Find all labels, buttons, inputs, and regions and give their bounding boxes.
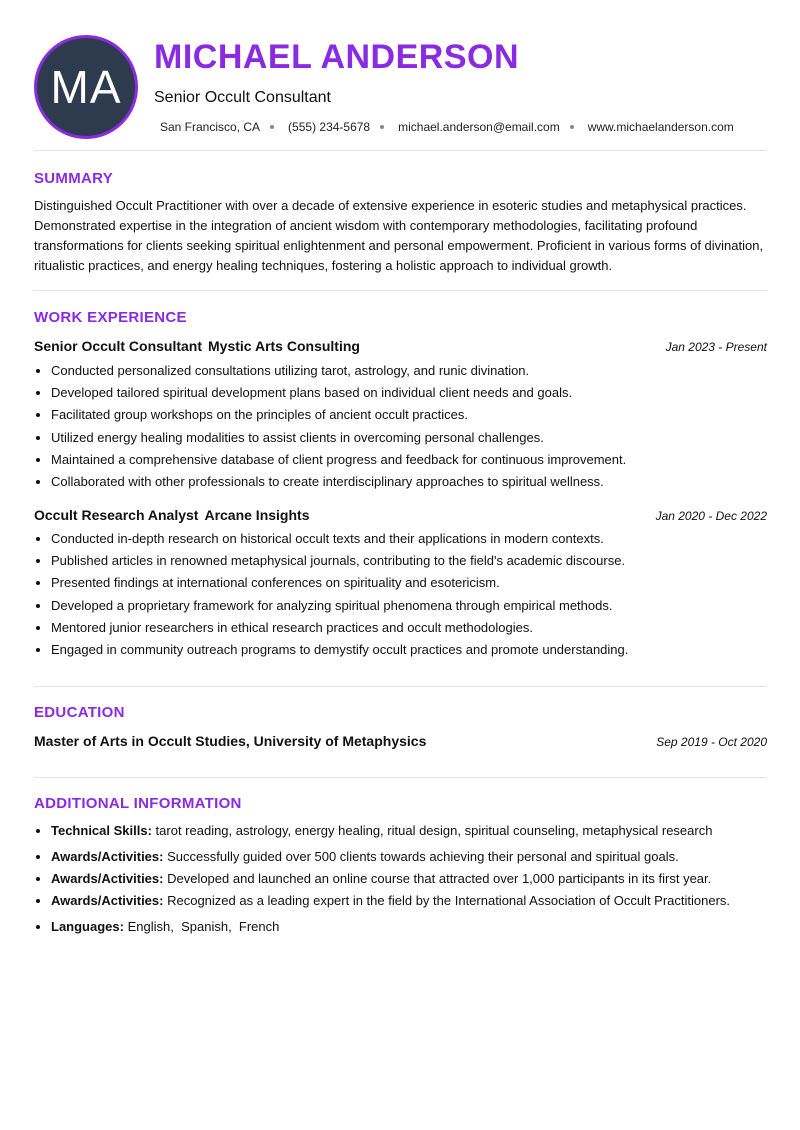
job-header xyxy=(34,338,767,354)
list-item: • Conducted personalized consultations utilizing tarot, astrology, and runic divination. xyxy=(51,360,767,382)
languages-list xyxy=(128,919,280,934)
job-title: Occult Research Analyst xyxy=(34,507,199,523)
list-item xyxy=(51,868,767,890)
contact-location: San Francisco, CA xyxy=(160,120,261,134)
separator-dot-icon xyxy=(270,125,274,129)
info-label: Technical Skills: xyxy=(51,823,152,838)
job-title: Senior Occult Consultant xyxy=(34,338,203,354)
contact-email[interactable]: michael.anderson@email.com xyxy=(398,120,560,134)
separator-dot-icon xyxy=(570,125,574,129)
job-date: Jan 2023 - Present xyxy=(665,340,767,354)
list-item: • Engaged in community outreach programs to demystify occult practices and promote understanding. xyxy=(51,639,767,661)
list-item: • Developed a proprietary framework for analyzing spiritual phenomena through empirical methods. xyxy=(51,595,767,617)
list-item: • Developed tailored spiritual development plans based on individual client needs and goals. xyxy=(51,382,767,404)
education-date: Sep 2019 - Oct 2020 xyxy=(656,735,767,749)
job-bullets xyxy=(34,360,767,493)
candidate-role: Senior Occult Consultant xyxy=(154,89,331,106)
education-degree: Master of Arts in Occult Studies, University of Metaphysics xyxy=(34,733,427,749)
language: , French xyxy=(228,919,279,934)
job-title-line xyxy=(34,507,309,523)
list-item: • Presented findings at international conferences on spirituality and esotericism. xyxy=(51,572,767,594)
additional-heading: ADDITIONAL INFORMATION xyxy=(34,795,242,812)
info-text: Developed and launched an online course that attracted over 1,000 participants in its first year. xyxy=(167,871,712,886)
divider xyxy=(34,290,767,291)
list-item: • Mentored junior researchers in ethical research practices and occult methodologies. xyxy=(51,617,767,639)
contact-website[interactable]: www.michaelanderson.com xyxy=(587,120,734,134)
divider xyxy=(34,150,767,151)
list-item: • Utilized energy healing modalities to assist clients in overcoming personal challenges. xyxy=(51,427,767,449)
contact-line xyxy=(160,120,734,134)
list-item xyxy=(51,890,767,912)
info-label: Awards/Activities: xyxy=(51,871,164,886)
list-item: • Maintained a comprehensive database of client progress and feedback for continuous improvement. xyxy=(51,449,767,471)
list-item: • Conducted in-depth research on historical occult texts and their applications in modern contexts. xyxy=(51,528,767,550)
list-item: • Published articles in renowned metaphysical journals, contributing to the field's academic discourse. xyxy=(51,550,767,572)
divider xyxy=(34,686,767,687)
job-company: Mystic Arts Consulting xyxy=(208,338,360,354)
contact-phone: (555) 234-5678 xyxy=(288,120,371,134)
list-item xyxy=(51,846,767,868)
job-title-line xyxy=(34,338,360,354)
list-item xyxy=(51,820,767,842)
summary-text: Distinguished Occult Practitioner with over a decade of extensive experience in esoteric studies and metaphysical practices. Demonstrated expertise in the integration of ancient wisdom with contemporary methodologies, facilitating profound transformations for clients seeking spiritual enlightenment and personal empowerment. Proficient in various forms of divination, ritualistic practices, and energy healing techniques, fostering a holistic approach to individual growth. xyxy=(34,198,764,273)
education-entry xyxy=(34,733,767,749)
candidate-name: MICHAEL ANDERSON xyxy=(154,38,520,76)
job-company: Arcane Insights xyxy=(204,507,310,523)
separator-dot-icon xyxy=(380,125,384,129)
info-text: tarot reading, astrology, energy healing, ritual design, spiritual counseling, metaphysical research xyxy=(155,823,713,838)
list-item: • Facilitated group workshops on the principles of ancient occult practices. xyxy=(51,404,767,426)
avatar xyxy=(34,35,138,139)
info-label: Awards/Activities: xyxy=(51,893,164,908)
job-date: Jan 2020 - Dec 2022 xyxy=(655,509,767,523)
language: , Spanish xyxy=(170,919,228,934)
info-text: Recognized as a leading expert in the field by the International Association of Occult Practitioners. xyxy=(167,893,731,908)
additional-list xyxy=(34,820,767,938)
job-bullets xyxy=(34,528,767,661)
summary-heading: SUMMARY xyxy=(34,170,114,187)
info-label: Languages: xyxy=(51,919,124,934)
list-item xyxy=(51,916,767,938)
education-heading: EDUCATION xyxy=(34,704,125,721)
experience-heading: WORK EXPERIENCE xyxy=(34,309,187,326)
avatar-initials: MA xyxy=(50,61,122,113)
job-header xyxy=(34,507,767,523)
list-item: • Collaborated with other professionals to create interdisciplinary approaches to spiritual wellness. xyxy=(51,471,767,493)
divider xyxy=(34,777,767,778)
language: English xyxy=(127,919,171,934)
info-label: Awards/Activities: xyxy=(51,849,164,864)
info-text: Successfully guided over 500 clients towards achieving their personal and spiritual goals. xyxy=(167,849,679,864)
